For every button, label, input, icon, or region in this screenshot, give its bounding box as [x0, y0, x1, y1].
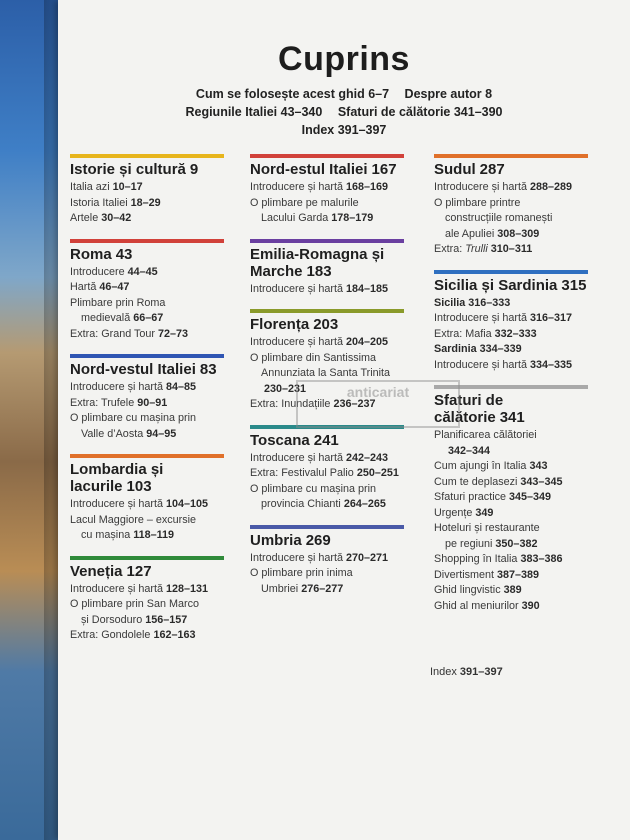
section-title: Sicilia și Sardinia [434, 276, 558, 294]
section-title: Nord-vestul Italiei [70, 361, 196, 378]
toc-entry-label: Introducere și hartă [434, 181, 528, 193]
toc-entry [70, 296, 224, 312]
toc-entry [250, 282, 404, 298]
toc-entry [434, 311, 588, 327]
toc-entry [70, 497, 224, 513]
toc-entry-label: O plimbare pe malurile [250, 196, 359, 209]
toc-entry-label: Extra: Mafia [434, 327, 492, 340]
section-page: 9 [189, 161, 199, 178]
toc-entry-pages: 156–157 [145, 613, 188, 626]
section-title: Umbria [250, 531, 302, 549]
toc-entry-pages: 46–47 [99, 281, 130, 293]
toc-entry-label: ale Apuliei [445, 227, 495, 240]
section-color-bar [70, 239, 224, 243]
toc-entry-pages: 334–335 [530, 358, 573, 371]
toc-entry-pages: 288–289 [530, 181, 573, 193]
toc-entry [250, 451, 404, 467]
page-title: Cuprins [278, 40, 410, 78]
section-color-bar [70, 154, 224, 158]
toc-entry-label: O plimbare prin inima [250, 567, 353, 579]
toc-entry-pages: 30–42 [101, 212, 132, 224]
toc-entry-pages: 387–389 [497, 568, 540, 581]
toc-entry-label: Introducere și hartă [70, 498, 164, 510]
toc-entry-label: Cum te deplasezi [434, 475, 518, 488]
section-title: Sfaturi de călătorie [434, 392, 504, 426]
toc-entry-label: Planificarea călătoriei [434, 429, 537, 441]
toc-entry-label: Hoteluri și restaurante [434, 522, 540, 534]
section-col1-1 [70, 239, 224, 343]
section-color-bar [70, 354, 224, 358]
toc-entry-label: Introducere și hartă [70, 381, 164, 393]
toc-entry-label: Ghid lingvistic [434, 584, 501, 596]
toc-entry-pages: 334–339 [479, 343, 522, 355]
section-color-bar [250, 309, 404, 313]
toc-entry-label: Hartă [70, 281, 97, 293]
section-color-bar [70, 454, 224, 458]
subtitle-line-2 [58, 103, 630, 121]
toc-entry-pages: 168–169 [346, 181, 389, 193]
toc-entry [250, 566, 404, 582]
toc-entry-label: și Dorsoduro [81, 613, 143, 626]
toc-entry [250, 466, 404, 482]
toc-entry [434, 506, 588, 522]
toc-entry [70, 582, 224, 598]
toc-entry [70, 311, 224, 327]
toc-entry [250, 351, 404, 367]
toc-entry-label: Extra: Festivalul Palio [250, 467, 354, 479]
section-col2-1 [250, 239, 404, 298]
toc-entry [70, 427, 224, 443]
toc-entry [70, 180, 224, 196]
section-col3-0 [434, 154, 588, 258]
toc-entry-pages: 389 [503, 584, 522, 596]
toc-entry [70, 265, 224, 281]
section-page: 83 [199, 361, 217, 378]
toc-entry-label: Extra: Grand Tour [70, 327, 156, 340]
toc-entry-pages: 10–17 [112, 181, 143, 193]
toc-entry [434, 583, 588, 599]
toc-entry-label: cu mașina [81, 529, 131, 541]
toc-entry-pages: 84–85 [166, 381, 197, 393]
section-page: 127 [126, 562, 152, 580]
section-color-bar [250, 525, 404, 529]
section-color-bar [434, 270, 588, 274]
toc-entry [70, 613, 224, 629]
toc-entry-pages: 178–179 [331, 212, 374, 224]
toc-entry-label: Lacul Maggiore – excursie [70, 513, 197, 526]
section-heading [250, 246, 404, 280]
toc-entry-label: Shopping în Italia [434, 553, 518, 565]
toc-entry-pages: 332–333 [494, 327, 537, 340]
toc-entry-pages: 342–344 [448, 444, 491, 457]
index-footer-entry: Index 391–397 [430, 666, 503, 678]
toc-entry [250, 211, 404, 227]
toc-entry-pages: 90–91 [137, 396, 168, 409]
toc-entry [434, 327, 588, 343]
toc-entry [250, 335, 404, 351]
toc-entry [70, 211, 224, 227]
section-col1-2 [70, 354, 224, 442]
toc-entry-label: Artele [70, 212, 99, 224]
travel-tips-entry: Sfaturi de călătorie 341–390 [337, 105, 503, 119]
toc-entry-label: Extra: [434, 243, 463, 255]
section-title: Veneția [70, 562, 123, 580]
toc-entry [434, 296, 588, 312]
section-col2-3 [250, 425, 404, 513]
toc-entry-label: Italia azi [70, 181, 110, 193]
section-col3-1 [434, 270, 588, 374]
toc-entry [250, 482, 404, 498]
toc-entry [434, 490, 588, 506]
watermark-stamp: anticariat [296, 380, 460, 428]
toc-entry [434, 521, 588, 537]
toc-entry-label: Valle d’Aosta [81, 427, 144, 440]
toc-entry-label: provincia Chianti [261, 498, 341, 510]
toc-entry [434, 211, 588, 227]
toc-entry-label: Annunziata la Santa Trinita [261, 367, 391, 379]
section-page: 341 [499, 409, 525, 426]
toc-entry-pages: 383–386 [520, 553, 563, 565]
section-heading [70, 246, 224, 263]
toc-entry-label: Introducere și hartă [70, 582, 164, 595]
section-col2-0 [250, 154, 404, 227]
toc-entry-pages: 316–333 [468, 296, 511, 309]
toc-entry-label: O plimbare prin San Marco [70, 598, 200, 610]
toc-entry-pages: 390 [521, 599, 540, 612]
section-col2-4 [250, 525, 404, 598]
toc-entry-pages: 18–29 [130, 196, 161, 209]
toc-entry-pages: 343 [529, 460, 548, 472]
toc-entry-label: pe regiuni [445, 537, 493, 550]
toc-entry [434, 227, 588, 243]
toc-entry-pages: 250–251 [356, 467, 399, 479]
section-title: Nord-estul Italiei [250, 161, 368, 178]
section-page: 43 [115, 245, 133, 263]
toc-entry-label: Introducere și hartă [250, 336, 344, 348]
toc-entry [250, 551, 404, 567]
toc-entry-pages: 308–309 [497, 227, 540, 240]
toc-entry [250, 497, 404, 513]
toc-entry [70, 411, 224, 427]
toc-entry-label: Plimbare prin Roma [70, 296, 166, 309]
toc-entry-pages: 128–131 [166, 582, 209, 595]
toc-entry [70, 597, 224, 613]
section-title: Toscana [250, 431, 310, 449]
toc-entry-pages: 349 [475, 506, 494, 519]
section-col1-3 [70, 454, 224, 544]
section-page: 103 [126, 478, 152, 495]
section-title: Florența [250, 316, 310, 333]
toc-entry [434, 444, 588, 460]
section-heading [250, 316, 404, 333]
section-page: 167 [371, 161, 397, 178]
toc-entry-label: construcțiile romanești [445, 212, 553, 224]
toc-entry-label: Sicilia [434, 296, 466, 309]
section-title: Istorie și cultură [70, 161, 186, 178]
toc-entry-pages: 118–119 [133, 529, 175, 541]
toc-entry-pages: 184–185 [346, 282, 389, 295]
toc-entry-label: Extra: Gondolele [70, 629, 151, 641]
section-title: Sudul [434, 161, 476, 178]
toc-entry-pages: 72–73 [158, 327, 189, 340]
toc-entry-label: Introducere [70, 265, 125, 278]
toc-entry-pages: 343–345 [520, 475, 563, 488]
contents-page [58, 0, 630, 840]
toc-entry-label: Introducere și hartă [250, 451, 344, 464]
toc-entry-label: Cum ajungi în Italia [434, 460, 527, 472]
toc-entry-pages: 236–237 [333, 398, 376, 410]
section-page: 315 [561, 276, 587, 294]
section-title: Roma [70, 245, 112, 263]
toc-entry-label: Extra: Trufele [70, 396, 135, 409]
toc-entry [434, 180, 588, 196]
toc-entry-label: Extra: Inundațiile [250, 398, 331, 410]
toc-entry-label: Lacului Garda [261, 212, 329, 224]
regions-entry: Regiunile Italiei 43–340 [185, 105, 323, 119]
toc-entry-label: Sardinia [434, 343, 477, 355]
toc-entry-pages: 316–317 [530, 312, 573, 324]
toc-entry-label: medievală [81, 312, 131, 324]
toc-entry-label: O plimbare din Santissima [250, 351, 377, 364]
toc-entry-pages: 264–265 [343, 498, 386, 510]
toc-entry-label: Urgențe [434, 506, 473, 519]
toc-entry-pages: 350–382 [495, 537, 538, 550]
section-heading [250, 532, 404, 549]
index-entry: Index 391–397 [301, 123, 387, 137]
section-color-bar [70, 556, 224, 560]
toc-entry-pages: 310–311 [490, 243, 533, 255]
toc-entry [250, 196, 404, 212]
toc-entry-pages: 204–205 [346, 336, 389, 348]
toc-entry [70, 628, 224, 644]
section-heading [250, 161, 404, 178]
toc-entry-pages: 66–67 [133, 312, 164, 324]
about-author-entry: Despre autor 8 [404, 87, 493, 101]
section-color-bar [250, 154, 404, 158]
section-page: 287 [479, 161, 505, 178]
toc-entry [70, 528, 224, 544]
toc-entry [70, 196, 224, 212]
toc-entry [434, 196, 588, 212]
toc-entry-pages: 162–163 [153, 629, 196, 641]
toc-entry-label: Ghid al meniurilor [434, 599, 519, 612]
toc-entry-label: Introducere și hartă [250, 181, 344, 193]
toc-entry [434, 475, 588, 491]
toc-entry [434, 358, 588, 374]
section-heading [70, 361, 224, 378]
section-title: Lombardia și lacurile [70, 461, 164, 495]
section-heading [70, 563, 224, 580]
toc-entry [250, 582, 404, 598]
section-color-bar [250, 239, 404, 243]
contents-header [58, 40, 630, 139]
section-page: 269 [305, 531, 331, 549]
toc-entry-pages: 44–45 [127, 265, 158, 278]
toc-entry-italic: Trulli [465, 243, 488, 255]
toc-entry [434, 568, 588, 584]
toc-entry-pages: 230–231 [264, 382, 307, 395]
toc-entry [70, 396, 224, 412]
toc-entry-label: Sfaturi practice [434, 491, 507, 503]
toc-entry [434, 537, 588, 553]
toc-entry-pages: 276–277 [301, 582, 344, 595]
section-heading [70, 461, 224, 495]
section-heading [70, 161, 224, 178]
toc-entry [434, 428, 588, 444]
toc-entry-label: Introducere și hartă [250, 282, 344, 295]
contents-column-1 [70, 154, 224, 656]
toc-entry-pages: 104–105 [166, 498, 209, 510]
section-col1-0 [70, 154, 224, 227]
toc-entry-label: O plimbare cu mașina prin [250, 482, 377, 495]
toc-entry-pages: 270–271 [346, 551, 389, 564]
toc-entry-pages: 242–243 [346, 451, 389, 464]
toc-entry [434, 242, 588, 258]
toc-entry-label: Divertisment [434, 568, 494, 581]
toc-entry [70, 327, 224, 343]
toc-entry-pages: 345–349 [509, 491, 552, 503]
toc-entry-label: Introducere și hartă [434, 358, 528, 371]
section-color-bar [434, 154, 588, 158]
section-heading [250, 432, 404, 449]
toc-entry [70, 380, 224, 396]
toc-entry [70, 280, 224, 296]
subtitle-line-3 [58, 121, 630, 139]
toc-entry [70, 513, 224, 529]
section-col1-4 [70, 556, 224, 644]
toc-entry [434, 599, 588, 615]
section-heading [434, 277, 588, 294]
toc-entry-label: Introducere și hartă [434, 312, 528, 324]
section-page: 183 [306, 262, 332, 280]
section-page: 241 [313, 431, 339, 449]
section-heading [434, 161, 588, 178]
how-to-use-entry: Cum se folosește acest ghid 6–7 [195, 87, 390, 101]
section-title: Emilia-Romagna și Marche [250, 245, 385, 280]
toc-entry-pages: 94–95 [146, 427, 177, 440]
toc-entry-label: O plimbare printre [434, 196, 521, 209]
toc-entry [434, 459, 588, 475]
toc-entry [434, 342, 588, 358]
toc-entry-label: Istoria Italiei [70, 196, 128, 209]
toc-entry-label: Introducere și hartă [250, 551, 344, 564]
subtitle-line-1 [58, 85, 630, 103]
toc-entry-label: O plimbare cu mașina prin [70, 412, 197, 424]
toc-entry-label: Umbriei [261, 582, 299, 595]
toc-entry [250, 180, 404, 196]
toc-entry [434, 552, 588, 568]
section-page: 203 [313, 316, 339, 333]
